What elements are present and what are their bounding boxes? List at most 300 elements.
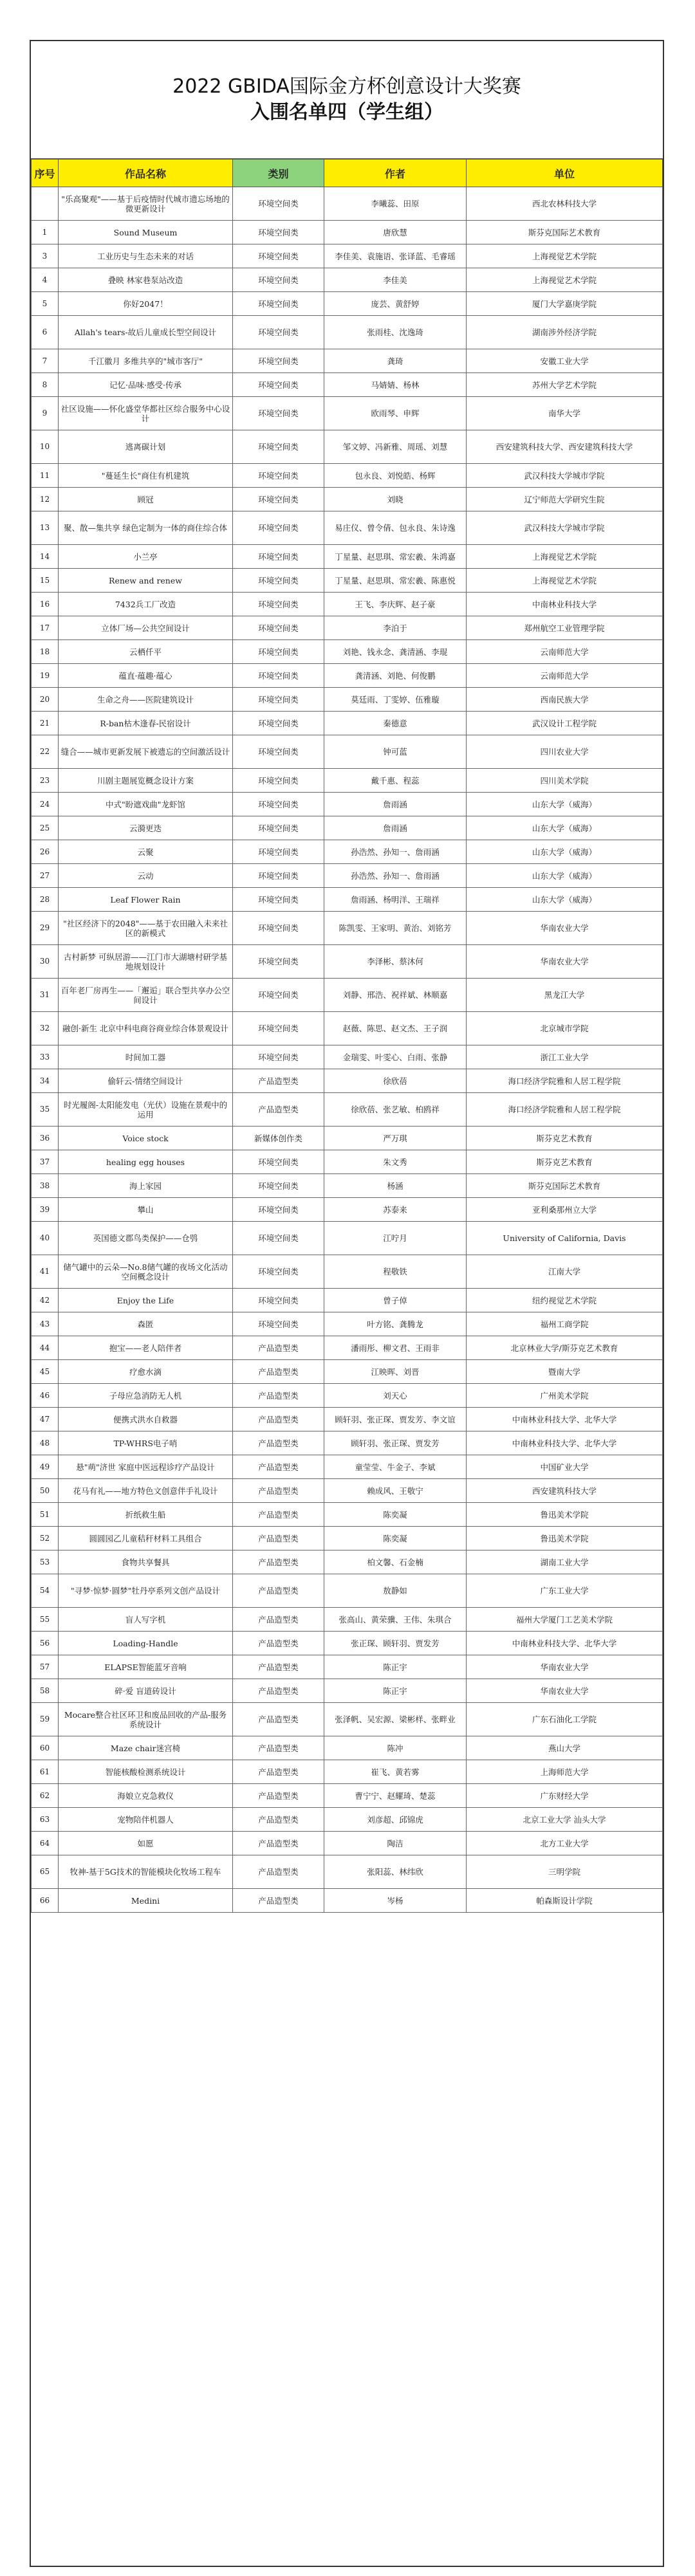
table-row <box>32 1703 663 1736</box>
cell-category: 产品造型类 <box>233 1336 324 1360</box>
cell-work-name: 聚、散—集共享 绿色定制为一体的商住综合体 <box>59 511 233 545</box>
cell-category: 产品造型类 <box>233 1679 324 1703</box>
cell-author: 秦德意 <box>324 712 467 735</box>
cell-work-name: 海上家园 <box>59 1174 233 1198</box>
cell-row-number: 6 <box>32 316 59 349</box>
cell-unit: 中南林业科技大学、北华大学 <box>467 1431 663 1455</box>
cell-unit: 山东大学（威海） <box>467 864 663 888</box>
table-row <box>32 1503 663 1527</box>
cell-unit: 西安建筑科技大学、西安建筑科技大学 <box>467 430 663 464</box>
cell-category: 环境空间类 <box>233 979 324 1012</box>
cell-category: 环境空间类 <box>233 1312 324 1336</box>
cell-work-name: 盲人写字机 <box>59 1608 233 1632</box>
cell-author: 莫廷雨、丁雯婷、伍雅璇 <box>324 688 467 712</box>
table-row <box>32 268 663 292</box>
cell-unit: 帕森斯设计学院 <box>467 1889 663 1913</box>
cell-author: 陈奕凝 <box>324 1503 467 1527</box>
cell-work-name: 立体厂场—公共空间设计 <box>59 616 233 640</box>
cell-work-name: 记忆·品味·感受·传承 <box>59 373 233 397</box>
cell-unit: 上海视觉艺术学院 <box>467 569 663 593</box>
table-row <box>32 488 663 511</box>
table-row <box>32 1150 663 1174</box>
cell-work-name: Mocare整合社区环卫和废品回收的产品-服务系统设计 <box>59 1703 233 1736</box>
cell-work-name: 食物共享餐具 <box>59 1550 233 1574</box>
cell-row-number: 18 <box>32 640 59 664</box>
cell-unit: 暨南大学 <box>467 1360 663 1384</box>
cell-work-name: 蕴直·蕴趣·蕴心 <box>59 664 233 688</box>
cell-row-number: 60 <box>32 1736 59 1760</box>
cell-row-number: 29 <box>32 912 59 945</box>
cell-author: 顾轩羽、张正琛、贾发芳、李文谊 <box>324 1408 467 1431</box>
cell-category: 产品造型类 <box>233 1784 324 1808</box>
cell-work-name: 叠映 林家巷泵站改造 <box>59 268 233 292</box>
cell-category: 产品造型类 <box>233 1736 324 1760</box>
table-row <box>32 1736 663 1760</box>
cell-work-name: 时光履阁-太阳能发电（光伏）设施在景观中的运用 <box>59 1093 233 1127</box>
cell-category: 环境空间类 <box>233 1150 324 1174</box>
cell-work-name: 储气罐中的云朵—No.8储气罐的夜场文化活动空间概念设计 <box>59 1255 233 1289</box>
cell-row-number: 33 <box>32 1045 59 1069</box>
cell-author: 李泽彬、蔡沐何 <box>324 945 467 979</box>
table-body <box>32 187 663 1913</box>
cell-work-name: 融创·新生 北京中科电商谷商业综合体景观设计 <box>59 1012 233 1045</box>
cell-author: 李佳美 <box>324 268 467 292</box>
table-row <box>32 1360 663 1384</box>
cell-author: 钟可蓝 <box>324 735 467 769</box>
cell-unit: 西南民族大学 <box>467 688 663 712</box>
cell-author: 赵薇、陈思、赵文杰、王子润 <box>324 1012 467 1045</box>
cell-unit: 鲁迅美术学院 <box>467 1503 663 1527</box>
cell-work-name: 智能核酸检测系统设计 <box>59 1760 233 1784</box>
cell-work-name: 云动 <box>59 864 233 888</box>
cell-category: 环境空间类 <box>233 1045 324 1069</box>
cell-author: 徐欣蓓、张艺敏、柏鸥祥 <box>324 1093 467 1127</box>
cell-category: 环境空间类 <box>233 349 324 373</box>
cell-author: 苏泰来 <box>324 1198 467 1222</box>
cell-row-number: 30 <box>32 945 59 979</box>
cell-unit: 纽约视觉艺术学院 <box>467 1289 663 1312</box>
cell-unit: 中南林业科技大学、北华大学 <box>467 1408 663 1431</box>
cell-author: 崔飞、黄若雾 <box>324 1760 467 1784</box>
cell-row-number: 34 <box>32 1069 59 1093</box>
cell-author: 张泽帆、吴宏源、梁彬样、张畔业 <box>324 1703 467 1736</box>
cell-row-number: 21 <box>32 712 59 735</box>
cell-category: 产品造型类 <box>233 1832 324 1855</box>
header-work-name: 作品名称 <box>59 160 233 187</box>
cell-row-number: 20 <box>32 688 59 712</box>
cell-work-name: 碎·爱 盲道砖设计 <box>59 1679 233 1703</box>
cell-work-name: 疗愈水滴 <box>59 1360 233 1384</box>
page-title: 2022 GBIDA国际金方杯创意设计大奖赛 <box>172 75 521 98</box>
cell-unit: 上海视觉艺术学院 <box>467 545 663 569</box>
cell-author: 顾轩羽、张正琛、贾发芳 <box>324 1431 467 1455</box>
cell-row-number: 27 <box>32 864 59 888</box>
cell-row-number: 16 <box>32 593 59 616</box>
cell-unit: 斯芬克国际艺术教育 <box>467 221 663 244</box>
cell-category: 环境空间类 <box>233 735 324 769</box>
cell-unit: 中南林业科技大学 <box>467 593 663 616</box>
cell-unit: 山东大学（威海） <box>467 840 663 864</box>
table-row <box>32 640 663 664</box>
cell-work-name: 百年老厂房再生——「邂逅」联合型共享办公空间设计 <box>59 979 233 1012</box>
table-row <box>32 1198 663 1222</box>
table-row <box>32 464 663 488</box>
cell-category: 产品造型类 <box>233 1093 324 1127</box>
cell-category: 环境空间类 <box>233 945 324 979</box>
cell-unit: 安徽工业大学 <box>467 349 663 373</box>
cell-category: 产品造型类 <box>233 1632 324 1655</box>
cell-work-name: Voice stock <box>59 1127 233 1150</box>
cell-category: 环境空间类 <box>233 616 324 640</box>
cell-author: 孙浩然、孙知一、詹雨涵 <box>324 840 467 864</box>
table-row <box>32 1045 663 1069</box>
table-row <box>32 888 663 912</box>
table-row <box>32 187 663 221</box>
cell-author: 庞芸、黄舒婷 <box>324 292 467 316</box>
cell-category: 环境空间类 <box>233 793 324 816</box>
cell-category: 环境空间类 <box>233 640 324 664</box>
table-row <box>32 569 663 593</box>
cell-category: 环境空间类 <box>233 664 324 688</box>
table-row <box>32 1808 663 1832</box>
cell-row-number: 14 <box>32 545 59 569</box>
table-row <box>32 1855 663 1889</box>
cell-category: 环境空间类 <box>233 187 324 221</box>
cell-unit: 湖南工业大学 <box>467 1550 663 1574</box>
cell-category: 产品造型类 <box>233 1408 324 1431</box>
cell-work-name: healing egg houses <box>59 1150 233 1174</box>
cell-unit: 广东石油化工学院 <box>467 1703 663 1736</box>
table-row <box>32 1289 663 1312</box>
table-row <box>32 664 663 688</box>
cell-author: 刘彦超、邱锦虎 <box>324 1808 467 1832</box>
cell-author: 曾子倬 <box>324 1289 467 1312</box>
cell-category: 环境空间类 <box>233 430 324 464</box>
cell-author: 邹文婷、冯新雅、周瑶、刘慧 <box>324 430 467 464</box>
cell-author: 丁星量、赵思琪、常宏羲、朱鸿嘉 <box>324 545 467 569</box>
cell-unit: 华南农业大学 <box>467 945 663 979</box>
cell-row-number: 40 <box>32 1222 59 1255</box>
table-row <box>32 1574 663 1608</box>
cell-category: 环境空间类 <box>233 688 324 712</box>
cell-author: 李曦蕊、田原 <box>324 187 467 221</box>
cell-author: 金瑞雯、叶雯心、白雨、张静 <box>324 1045 467 1069</box>
table-row <box>32 1679 663 1703</box>
cell-unit: 南华大学 <box>467 397 663 430</box>
cell-row-number: 9 <box>32 397 59 430</box>
cell-work-name: 川剧主题展览概念设计方案 <box>59 769 233 793</box>
cell-category: 产品造型类 <box>233 1550 324 1574</box>
cell-unit: 广州美术学院 <box>467 1384 663 1408</box>
table-row <box>32 840 663 864</box>
cell-unit: 广东工业大学 <box>467 1574 663 1608</box>
table-row <box>32 1093 663 1127</box>
cell-author: 柏文馨、石金楠 <box>324 1550 467 1574</box>
cell-unit: 武汉科技大学城市学院 <box>467 464 663 488</box>
table-row <box>32 616 663 640</box>
cell-row-number: 13 <box>32 511 59 545</box>
cell-work-name: 缝合——城市更新发展下被遗忘的空间激活设计 <box>59 735 233 769</box>
cell-author: 王飞、李庆辉、赵子豪 <box>324 593 467 616</box>
cell-category: 产品造型类 <box>233 1527 324 1550</box>
table-row <box>32 1384 663 1408</box>
cell-unit: 山东大学（威海） <box>467 793 663 816</box>
cell-unit: 燕山大学 <box>467 1736 663 1760</box>
cell-work-name: 子母应急消防无人机 <box>59 1384 233 1408</box>
table-row <box>32 945 663 979</box>
cell-unit: 西安建筑科技大学 <box>467 1479 663 1503</box>
cell-category: 产品造型类 <box>233 1479 324 1503</box>
cell-row-number: 59 <box>32 1703 59 1736</box>
cell-category: 环境空间类 <box>233 1174 324 1198</box>
cell-row-number: 49 <box>32 1455 59 1479</box>
header-author: 作者 <box>324 160 467 187</box>
header-unit: 单位 <box>467 160 663 187</box>
cell-category: 环境空间类 <box>233 292 324 316</box>
cell-unit: 华南农业大学 <box>467 1679 663 1703</box>
cell-work-name: 牧神-基于5G技术的智能模块化牧场工程车 <box>59 1855 233 1889</box>
cell-author: 江咛月 <box>324 1222 467 1255</box>
table-row <box>32 373 663 397</box>
table-row <box>32 593 663 616</box>
cell-row-number: 3 <box>32 244 59 268</box>
cell-row-number: 65 <box>32 1855 59 1889</box>
cell-row-number: 35 <box>32 1093 59 1127</box>
cell-author: 欧雨琴、申辉 <box>324 397 467 430</box>
cell-author: 陶洁 <box>324 1832 467 1855</box>
cell-work-name: 圆圆园乙儿童秸秆材料工具组合 <box>59 1527 233 1550</box>
cell-work-name: ELAPSE智能蓝牙音响 <box>59 1655 233 1679</box>
table-row <box>32 1608 663 1632</box>
cell-row-number: 62 <box>32 1784 59 1808</box>
cell-row-number: 53 <box>32 1550 59 1574</box>
cell-row-number: 31 <box>32 979 59 1012</box>
cell-author: 詹雨涵 <box>324 816 467 840</box>
cell-row-number: 43 <box>32 1312 59 1336</box>
table-row <box>32 1760 663 1784</box>
cell-category: 环境空间类 <box>233 1198 324 1222</box>
cell-category: 产品造型类 <box>233 1455 324 1479</box>
cell-work-name: 时间加工器 <box>59 1045 233 1069</box>
cell-category: 环境空间类 <box>233 569 324 593</box>
cell-row-number: 5 <box>32 292 59 316</box>
cell-work-name: 顾冠 <box>59 488 233 511</box>
cell-unit: University of California, Davis <box>467 1222 663 1255</box>
cell-work-name: 你好2047！ <box>59 292 233 316</box>
cell-row-number: 36 <box>32 1127 59 1150</box>
cell-work-name: 小兰亭 <box>59 545 233 569</box>
cell-category: 环境空间类 <box>233 221 324 244</box>
cell-author: 程敬铁 <box>324 1255 467 1289</box>
table-row <box>32 979 663 1012</box>
cell-row-number: 56 <box>32 1632 59 1655</box>
cell-unit: 云南师范大学 <box>467 640 663 664</box>
cell-unit: 中国矿业大学 <box>467 1455 663 1479</box>
cell-row-number: 7 <box>32 349 59 373</box>
cell-row-number: 51 <box>32 1503 59 1527</box>
cell-unit: 西北农林科技大学 <box>467 187 663 221</box>
cell-author: 詹雨涵、杨明洋、王瑞祥 <box>324 888 467 912</box>
cell-row-number: 25 <box>32 816 59 840</box>
cell-category: 产品造型类 <box>233 1889 324 1913</box>
cell-row-number: 57 <box>32 1655 59 1679</box>
cell-category: 环境空间类 <box>233 316 324 349</box>
table-row <box>32 1479 663 1503</box>
cell-unit: 海口经济学院雅和人居工程学院 <box>467 1093 663 1127</box>
cell-unit: 斯芬克艺术教育 <box>467 1150 663 1174</box>
table-row <box>32 349 663 373</box>
table-row <box>32 1655 663 1679</box>
cell-row-number: 28 <box>32 888 59 912</box>
cell-work-name: 海娘立克急救仪 <box>59 1784 233 1808</box>
cell-row-number: 58 <box>32 1679 59 1703</box>
cell-category: 环境空间类 <box>233 840 324 864</box>
cell-row-number: 54 <box>32 1574 59 1608</box>
cell-row-number: 10 <box>32 430 59 464</box>
cell-author: 刘艳、钱永念、龚清涵、李琨 <box>324 640 467 664</box>
cell-unit: 武汉科技大学城市学院 <box>467 511 663 545</box>
cell-author: 严万琪 <box>324 1127 467 1150</box>
table-row <box>32 912 663 945</box>
cell-unit: 江南大学 <box>467 1255 663 1289</box>
cell-author: 张正琛、顾轩羽、贾发芳 <box>324 1632 467 1655</box>
cell-author: 戴千惠、程蕊 <box>324 769 467 793</box>
cell-work-name: 折纸救生船 <box>59 1503 233 1527</box>
table-row <box>32 1312 663 1336</box>
cell-row-number: 61 <box>32 1760 59 1784</box>
cell-work-name: 古村新梦 可纵居游——江门市大湖塘村研学基地规划设计 <box>59 945 233 979</box>
cell-unit: 湖南涉外经济学院 <box>467 316 663 349</box>
cell-author: 张阳蕊、林纬欣 <box>324 1855 467 1889</box>
cell-work-name: 生命之舟——医院建筑设计 <box>59 688 233 712</box>
cell-work-name: 云栖仟平 <box>59 640 233 664</box>
cell-category: 产品造型类 <box>233 1608 324 1632</box>
cell-category: 环境空间类 <box>233 888 324 912</box>
cell-work-name: R-ban枯木逢春-民宿设计 <box>59 712 233 735</box>
cell-category: 产品造型类 <box>233 1431 324 1455</box>
cell-category: 环境空间类 <box>233 545 324 569</box>
cell-category: 产品造型类 <box>233 1069 324 1093</box>
table-row <box>32 735 663 769</box>
table-header <box>32 160 663 187</box>
cell-unit: 北京城市学院 <box>467 1012 663 1045</box>
cell-unit: 中南林业科技大学、北华大学 <box>467 1632 663 1655</box>
cell-unit: 郑州航空工业管理学院 <box>467 616 663 640</box>
table-row <box>32 1632 663 1655</box>
cell-category: 新媒体创作类 <box>233 1127 324 1150</box>
cell-category: 环境空间类 <box>233 912 324 945</box>
cell-author: 龚琦 <box>324 349 467 373</box>
cell-work-name: 抱宝——老人陪伴者 <box>59 1336 233 1360</box>
cell-author: 江映晖、刘晋 <box>324 1360 467 1384</box>
cell-work-name: 森匿 <box>59 1312 233 1336</box>
cell-row-number: 22 <box>32 735 59 769</box>
cell-unit: 海口经济学院雅和人居工程学院 <box>467 1069 663 1093</box>
cell-unit: 上海视觉艺术学院 <box>467 244 663 268</box>
cell-unit: 苏州大学艺术学院 <box>467 373 663 397</box>
cell-author: 孙浩然、孙知一、詹雨涵 <box>324 864 467 888</box>
cell-unit: 武汉设计工程学院 <box>467 712 663 735</box>
table-row <box>32 816 663 840</box>
cell-category: 产品造型类 <box>233 1574 324 1608</box>
cell-row-number: 17 <box>32 616 59 640</box>
cell-unit: 三明学院 <box>467 1855 663 1889</box>
cell-category: 环境空间类 <box>233 1222 324 1255</box>
cell-author: 曹宁宁、赵耀琦、楚蕊 <box>324 1784 467 1808</box>
table-row <box>32 1127 663 1150</box>
cell-author: 潘雨彤、柳文君、王雨非 <box>324 1336 467 1360</box>
cell-unit: 上海视觉艺术学院 <box>467 268 663 292</box>
cell-author: 易庄仪、曾令倩、包永良、朱诗逸 <box>324 511 467 545</box>
cell-category: 环境空间类 <box>233 1255 324 1289</box>
title-block <box>31 41 663 159</box>
cell-row-number: 47 <box>32 1408 59 1431</box>
table-row <box>32 1455 663 1479</box>
cell-work-name: 云聚 <box>59 840 233 864</box>
cell-category: 环境空间类 <box>233 397 324 430</box>
cell-row-number: 41 <box>32 1255 59 1289</box>
cell-work-name: 7432兵工厂改造 <box>59 593 233 616</box>
cell-author: 刘天心 <box>324 1384 467 1408</box>
cell-work-name: "乐高聚观"——基于后疫情时代城市遗忘场地的微更新设计 <box>59 187 233 221</box>
cell-author: 敖静如 <box>324 1574 467 1608</box>
cell-work-name: Loading-Handle <box>59 1632 233 1655</box>
cell-author: 陈正宇 <box>324 1655 467 1679</box>
cell-row-number: 12 <box>32 488 59 511</box>
cell-unit: 厦门大学嘉庚学院 <box>467 292 663 316</box>
cell-work-name: Allah's tears-故后儿童成长型空间设计 <box>59 316 233 349</box>
cell-author: 朱文秀 <box>324 1150 467 1174</box>
cell-row-number: 19 <box>32 664 59 688</box>
cell-work-name: 社区设施——怀化盛堂华都社区综合服务中心设计 <box>59 397 233 430</box>
cell-row-number: 32 <box>32 1012 59 1045</box>
table-row <box>32 1431 663 1455</box>
table-row <box>32 1336 663 1360</box>
cell-author: 马婧婧、杨林 <box>324 373 467 397</box>
cell-category: 环境空间类 <box>233 864 324 888</box>
table-row <box>32 1174 663 1198</box>
cell-unit: 四川美术学院 <box>467 769 663 793</box>
cell-unit: 亚利桑那州立大学 <box>467 1198 663 1222</box>
cell-category: 环境空间类 <box>233 268 324 292</box>
cell-work-name: 攀山 <box>59 1198 233 1222</box>
cell-work-name: 逃离碳计划 <box>59 430 233 464</box>
cell-unit: 上海师范大学 <box>467 1760 663 1784</box>
cell-category: 环境空间类 <box>233 1289 324 1312</box>
cell-row-number: 55 <box>32 1608 59 1632</box>
cell-unit: 斯芬克艺术教育 <box>467 1127 663 1150</box>
cell-unit: 黑龙江大学 <box>467 979 663 1012</box>
cell-unit: 鲁迅美术学院 <box>467 1527 663 1550</box>
cell-work-name: Enjoy the Life <box>59 1289 233 1312</box>
cell-category: 环境空间类 <box>233 1012 324 1045</box>
cell-unit: 辽宁师范大学研究生院 <box>467 488 663 511</box>
cell-author: 杨涵 <box>324 1174 467 1198</box>
cell-author: 陈凯雯、王家明、黄治、刘铭芳 <box>324 912 467 945</box>
cell-unit: 斯芬克国际艺术教育 <box>467 1174 663 1198</box>
cell-row-number: 42 <box>32 1289 59 1312</box>
table-row <box>32 1222 663 1255</box>
cell-work-name: Medini <box>59 1889 233 1913</box>
cell-row-number: 11 <box>32 464 59 488</box>
cell-unit: 四川农业大学 <box>467 735 663 769</box>
table-row <box>32 292 663 316</box>
table-row <box>32 1069 663 1093</box>
table-row <box>32 712 663 735</box>
cell-work-name: 悬"萌"济世 家庭中医远程诊疗产品设计 <box>59 1455 233 1479</box>
cell-row-number: 39 <box>32 1198 59 1222</box>
results-sheet <box>30 40 664 2567</box>
